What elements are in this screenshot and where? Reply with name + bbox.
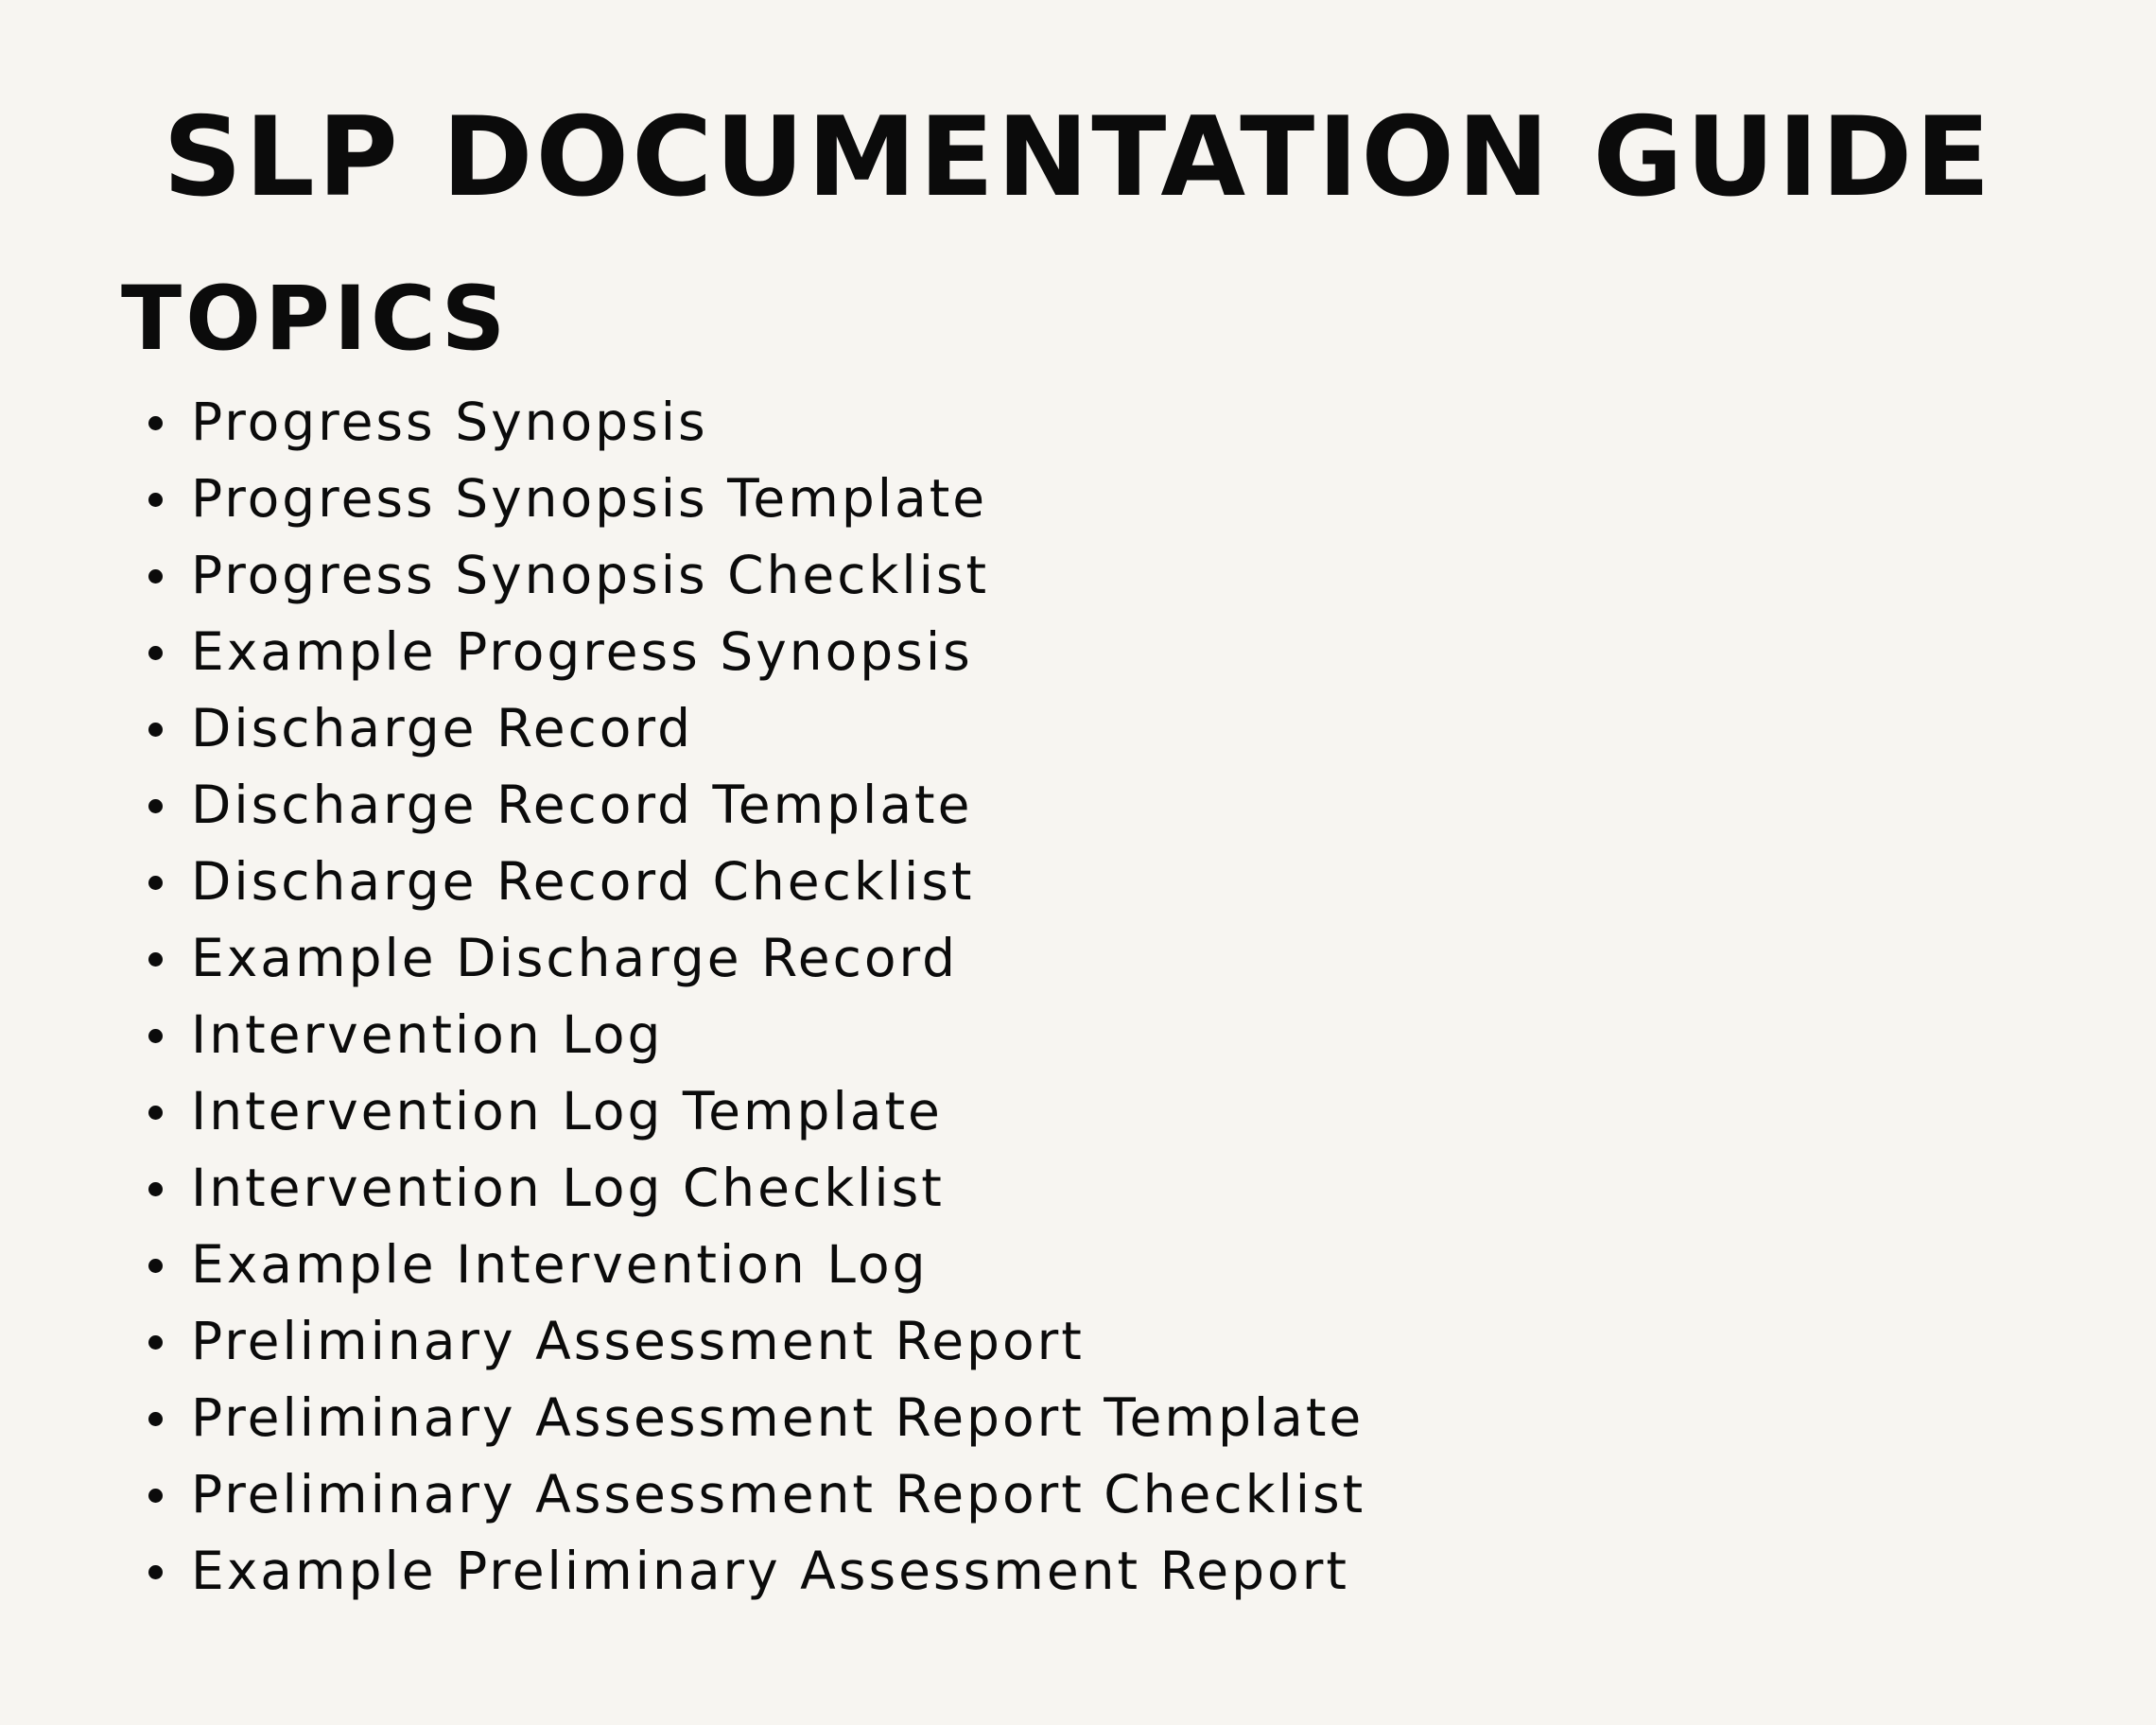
list-item xyxy=(142,844,1365,920)
topic-label: Progress Synopsis Checklist xyxy=(191,545,990,605)
bullet-icon xyxy=(148,1565,163,1579)
topic-label: Progress Synopsis xyxy=(191,392,708,452)
topic-label: Discharge Record Template xyxy=(191,775,973,835)
list-item xyxy=(142,997,1365,1073)
bullet-icon xyxy=(148,1259,163,1273)
list-item xyxy=(142,1533,1365,1610)
list-item xyxy=(142,1456,1365,1533)
list-item xyxy=(142,1303,1365,1380)
topic-label: Preliminary Assessment Report Checklist xyxy=(191,1464,1366,1525)
list-item xyxy=(142,614,1365,690)
bullet-icon xyxy=(148,416,163,430)
list-item xyxy=(142,1380,1365,1456)
topic-label: Example Intervention Log xyxy=(191,1234,929,1295)
bullet-icon xyxy=(148,1412,163,1426)
topic-label: Progress Synopsis Template xyxy=(191,468,988,529)
list-item xyxy=(142,384,1365,461)
topic-label: Example Progress Synopsis xyxy=(191,621,973,682)
bullet-icon xyxy=(148,1182,163,1196)
bullet-icon xyxy=(148,493,163,507)
page-title: SLP DOCUMENTATION GUIDE xyxy=(163,94,1993,221)
topic-label: Example Preliminary Assessment Report xyxy=(191,1541,1349,1601)
bullet-icon xyxy=(148,1489,163,1503)
topic-label: Preliminary Assessment Report Template xyxy=(191,1387,1365,1448)
topic-label: Example Discharge Record xyxy=(191,928,959,988)
bullet-icon xyxy=(148,1335,163,1350)
topic-label: Intervention Log xyxy=(191,1004,664,1065)
list-item xyxy=(142,1227,1365,1303)
list-item xyxy=(142,1073,1365,1150)
list-item xyxy=(142,690,1365,767)
bullet-icon xyxy=(148,723,163,737)
bullet-icon xyxy=(148,646,163,660)
bullet-icon xyxy=(148,1106,163,1120)
topic-label: Discharge Record Checklist xyxy=(191,851,975,912)
bullet-icon xyxy=(148,799,163,813)
bullet-icon xyxy=(148,569,163,584)
topic-label: Discharge Record xyxy=(191,698,693,758)
topic-label: Preliminary Assessment Report xyxy=(191,1311,1085,1371)
topic-label: Intervention Log Checklist xyxy=(191,1158,945,1218)
topic-list xyxy=(142,384,1365,1610)
bullet-icon xyxy=(148,1029,163,1043)
bullet-icon xyxy=(148,876,163,890)
topics-heading: TOPICS xyxy=(121,268,510,371)
list-item xyxy=(142,767,1365,844)
bullet-icon xyxy=(148,952,163,967)
list-item xyxy=(142,1150,1365,1227)
topic-label: Intervention Log Template xyxy=(191,1081,943,1141)
list-item xyxy=(142,537,1365,614)
list-item xyxy=(142,461,1365,537)
list-item xyxy=(142,920,1365,997)
